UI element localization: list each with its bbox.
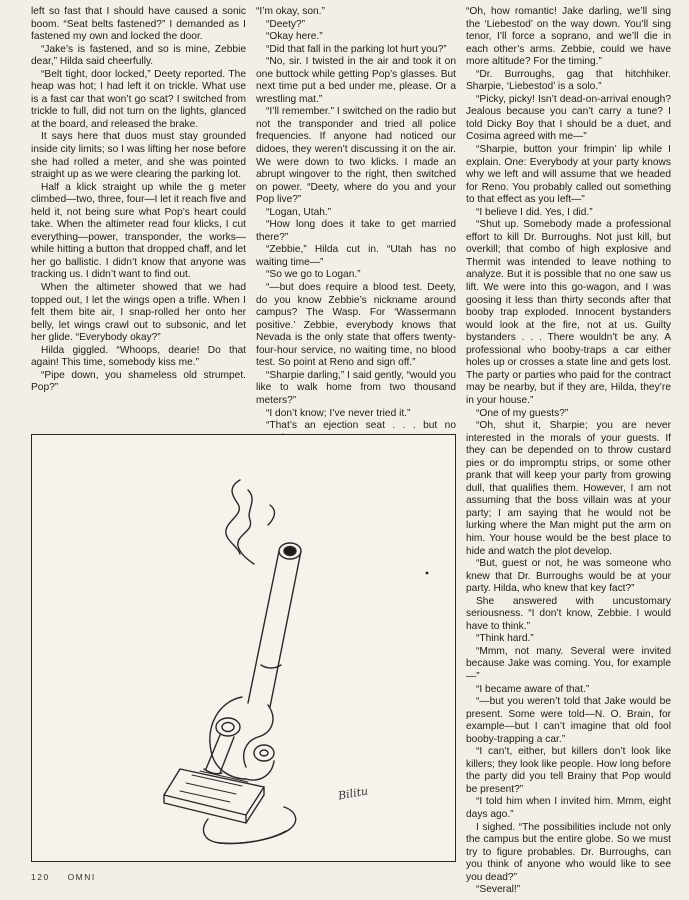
paragraph: “Sharpie, button your frimpin’ lip while I explain. One: Everybody at your party knows why we left and will assume that we headed for Reno. You probably called out something to that effect as you left—” bbox=[466, 144, 671, 206]
paragraph: “I became aware of that.” bbox=[476, 683, 590, 695]
paragraph: “Picky, picky! Isn’t dead-on-arrival enough? Jealous because you can’t carry a tune? I told Dicky Boy that I should be a duet, and Cosima agreed with me—” bbox=[466, 93, 671, 143]
paragraph: “Logan, Utah.” bbox=[266, 206, 332, 218]
paragraph: “I can’t, either, but killers don’t look like killers; they look like people. How long before the party did you tell Brainy that Pop would be present?” bbox=[466, 746, 671, 795]
paragraph: “Pipe down, you shameless old strumpet. Pop?” bbox=[31, 369, 246, 394]
paragraph: “No, sir. I twisted in the air and took it on one buttock while getting Pop’s glasses. But next time put a bed under me, please. Or a wrestling mat.” bbox=[256, 56, 456, 105]
paragraph: It says here that duos must stay grounded inside city limits; so I was lifting her nose before she had rolled a meter, and she was pointed straight up as we were clearing the parking lot. bbox=[31, 131, 246, 181]
paragraph: “I don’t know; I’ve never tried it.” bbox=[266, 407, 411, 419]
paragraph: “Did that fall in the parking lot hurt you?” bbox=[266, 43, 447, 55]
paragraph: “Jake’s is fastened, and so is mine, Zebbie dear,” Hilda said cheerfully. bbox=[31, 43, 246, 68]
paragraph: “I told him when I invited him. Mmm, eight days ago.” bbox=[466, 796, 671, 820]
paragraph: I sighed. “The possibilities include not only the campus but the entire globe. So we must try to figure probables. Dr. Burroughs, can you think of anyone who would like to see you dead?” bbox=[466, 821, 671, 883]
paragraph: “—but does require a blood test. Deety, do you know Zebbie’s nickname around campus? The Wasp. For ‘Wassermann positive.’ Zebbie, everybody knows that Nevada is the only state that offers twenty-four-hour service, no waiting time, no blood test. So point at Reno and sign off.” bbox=[256, 282, 456, 369]
paragraph: “Mmm, not many. Several were invited because Jake was coming. You, for example—” bbox=[466, 645, 671, 682]
paragraph: “Zebbie,” Hilda cut in. “Utah has no waiting time—” bbox=[256, 244, 456, 268]
paragraph: “Belt tight, door locked,” Deety reported. The heap was hot; I had left it on trickle. What use is a fast car that won’t go scat? I switched from trickle to full, did not turn on the lights, glanced at the board, and released the brake. bbox=[31, 68, 246, 130]
page-number: 120 bbox=[31, 872, 50, 882]
paragraph: “Several!” bbox=[476, 884, 521, 896]
paragraph: “Okay here.” bbox=[266, 31, 323, 43]
paragraph: “Oh, how romantic! Jake darling, we’ll sing the ‘Liebestod’ on the way down. You’ll sing tenor, I’ll force a soprano, and we’ll die in each other’s arms. Zebbie, could we have more altitude? For the timing.” bbox=[466, 6, 671, 68]
paragraph: “But, guest or not, he was someone who knew that Dr. Burroughs would be at your party. Hilda, who knew that key fact?” bbox=[466, 558, 671, 595]
magazine-name: OMNI bbox=[67, 872, 96, 882]
paragraph: Hilda giggled. “Whoops, dearie! Do that again! This time, somebody kiss me.” bbox=[31, 344, 246, 369]
column-left bbox=[31, 6, 246, 395]
paragraph: “Deety?” bbox=[266, 18, 306, 30]
paragraph: “Think hard.” bbox=[476, 633, 534, 645]
paragraph: “I’m okay, son.” bbox=[256, 6, 325, 17]
paragraph: “So we go to Logan.” bbox=[266, 269, 361, 281]
paragraph: “Shut up. Somebody made a professional effort to kill Dr. Burroughs. Not just kill, but overkill; that combo of high explosive and Thermit was intended to leave nothing to analyze. But it is possible that no one saw us lift. We were into this go-wagon, and I was goosing it less than thirty seconds after that booby trap exploded. Innocent bystanders would look at the fire, not at us. Guilty bystanders . . . There wouldn’t be any. A professional who booby-traps a car either holes up or crosses a state line and gets lost. The party or parties who paid for the contract may be nearby, but if they are, Hilda, they’re in your house.” bbox=[466, 219, 671, 406]
paragraph: She answered with uncustomary seriousness. “I don’t know, Zebbie. I would have to think.” bbox=[466, 595, 671, 632]
paragraph: “Oh, shut it, Sharpie; you are never interested in the morals of your guests. If they can be depended on to throw custard pies or do impromptu strips, or some other prank that will keep your party from growing dull, that qualifies them. However, I am not assuming that the boss villain was at your party; I am saying that he would not be lurking where the Man might put the arm on him. Your house would be the best place to hide and watch the plot develop. bbox=[466, 420, 671, 557]
column-right bbox=[466, 6, 671, 897]
artist-signature: Bilitu bbox=[337, 784, 370, 803]
paragraph: “Sharpie darling,” I said gently, “would you like to walk home from two thousand meters?” bbox=[256, 369, 456, 406]
paragraph: “How long does it take to get married there?” bbox=[256, 219, 456, 243]
paragraph: “That’s an ejection seat . . . but no bbox=[266, 420, 456, 432]
paragraph: “Dr. Burroughs, gag that hitchhiker. Sharpie, ‘Liebestod’ is a solo.” bbox=[466, 68, 671, 93]
paragraph: Half a klick straight up while the g meter climbed—two, three, four—I let it reach five and held it, not being sure what Pop’s heart could take. When the altimeter read four klicks, I cut everything—power, transponder, the works—while hitting a button that dropped chaff, and let her go ballistic. I didn’t know that anyone was tracking us. I didn’t want to find out. bbox=[31, 181, 246, 281]
page-footer bbox=[31, 872, 110, 882]
microscope-illustration bbox=[31, 434, 456, 862]
paragraph: left so fast that I should have caused a sonic boom. “Seat belts fastened?” I demanded as I fastened my own and locked the door. bbox=[31, 6, 246, 43]
smoke-wisp bbox=[268, 505, 274, 525]
paragraph: When the altimeter showed that we had topped out, I let the wings open a trifle. When I felt them bite air, I snap-rolled her onto her belly, let wings crawl out to subsonic, and let her glide. “Everybody okay?” bbox=[31, 282, 246, 344]
column-middle bbox=[256, 6, 456, 445]
paragraph: “—but you weren’t told that Jake would be present. Some were told—N. O. Brain, for example—but I can’t imagine that old fool booby-trapping a car.” bbox=[466, 696, 671, 745]
paragraph: “I believe I did. Yes, I did.” bbox=[476, 206, 593, 218]
paragraph: “I’ll remember.” I switched on the radio but not the transponder and tried all police frequencies. If anyone had noticed our didoes, they weren’t discussing it on the air. We were down to two klicks. I made an abrupt wingover to the right, then switched on power. “Deety, where do you and your Pop live?” bbox=[256, 106, 456, 206]
paragraph: “One of my guests?” bbox=[476, 407, 569, 419]
